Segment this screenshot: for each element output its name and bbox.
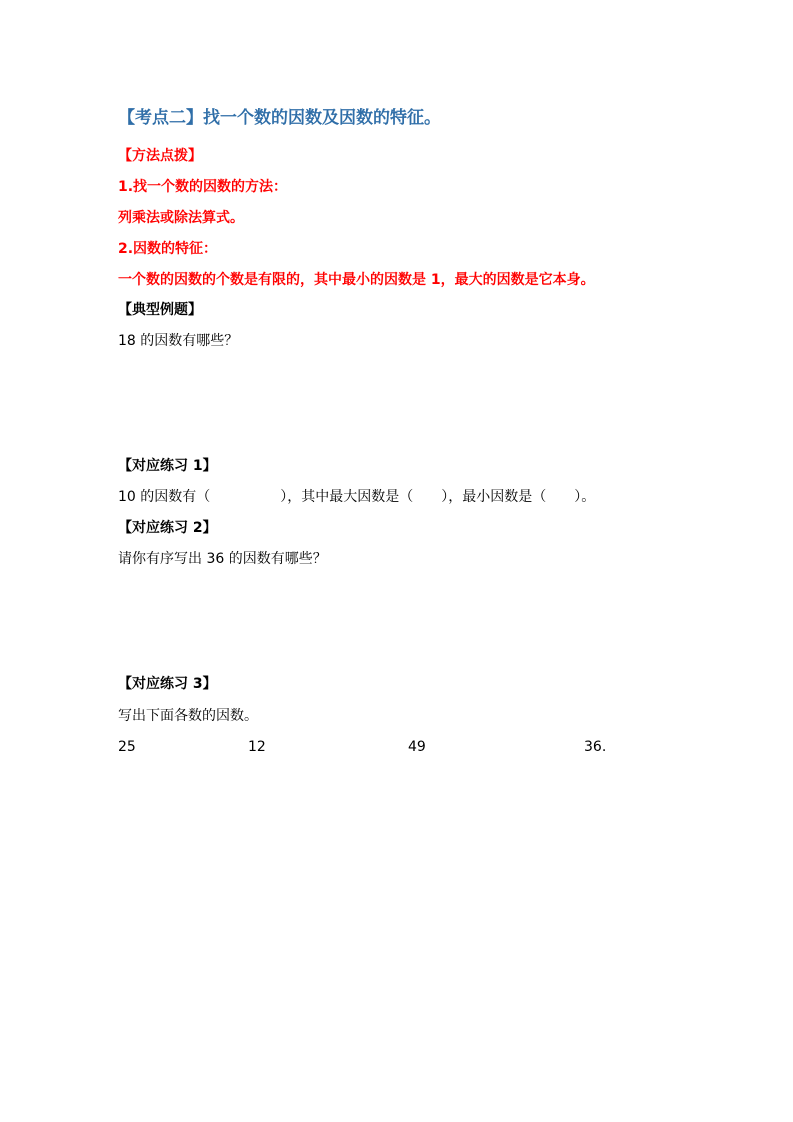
practice3-heading: 【对应练习 3】 (118, 676, 217, 692)
practice3-question: 写出下面各数的因数。 (118, 708, 258, 724)
method-point2-title: 2.因数的特征： (118, 241, 218, 257)
section-title: 【考点二】找一个数的因数及因数的特征。 (118, 108, 441, 128)
example-heading: 【典型例题】 (118, 302, 202, 318)
method-point1-body: 列乘法或除法算式。 (118, 210, 244, 226)
practice3-number-25: 25 (118, 739, 136, 755)
method-point2-body: 一个数的因数的个数是有限的，其中最小的因数是 1，最大的因数是它本身。 (118, 272, 595, 288)
method-heading: 【方法点拨】 (118, 148, 202, 164)
practice2-question: 请你有序写出 36 的因数有哪些？ (118, 551, 327, 567)
practice3-number-12: 12 (248, 739, 266, 755)
practice2-heading: 【对应练习 2】 (118, 520, 217, 536)
example-question: 18 的因数有哪些？ (118, 333, 239, 349)
practice3-number-36: 36. (584, 739, 607, 755)
practice1-question: 10 的因数有（ ），其中最大因数是（ ），最小因数是（ ）。 (118, 489, 596, 505)
practice3-number-49: 49 (408, 739, 426, 755)
method-point1-title: 1.找一个数的因数的方法： (118, 179, 288, 195)
practice1-heading: 【对应练习 1】 (118, 458, 217, 474)
practice3-number-row (118, 737, 638, 757)
